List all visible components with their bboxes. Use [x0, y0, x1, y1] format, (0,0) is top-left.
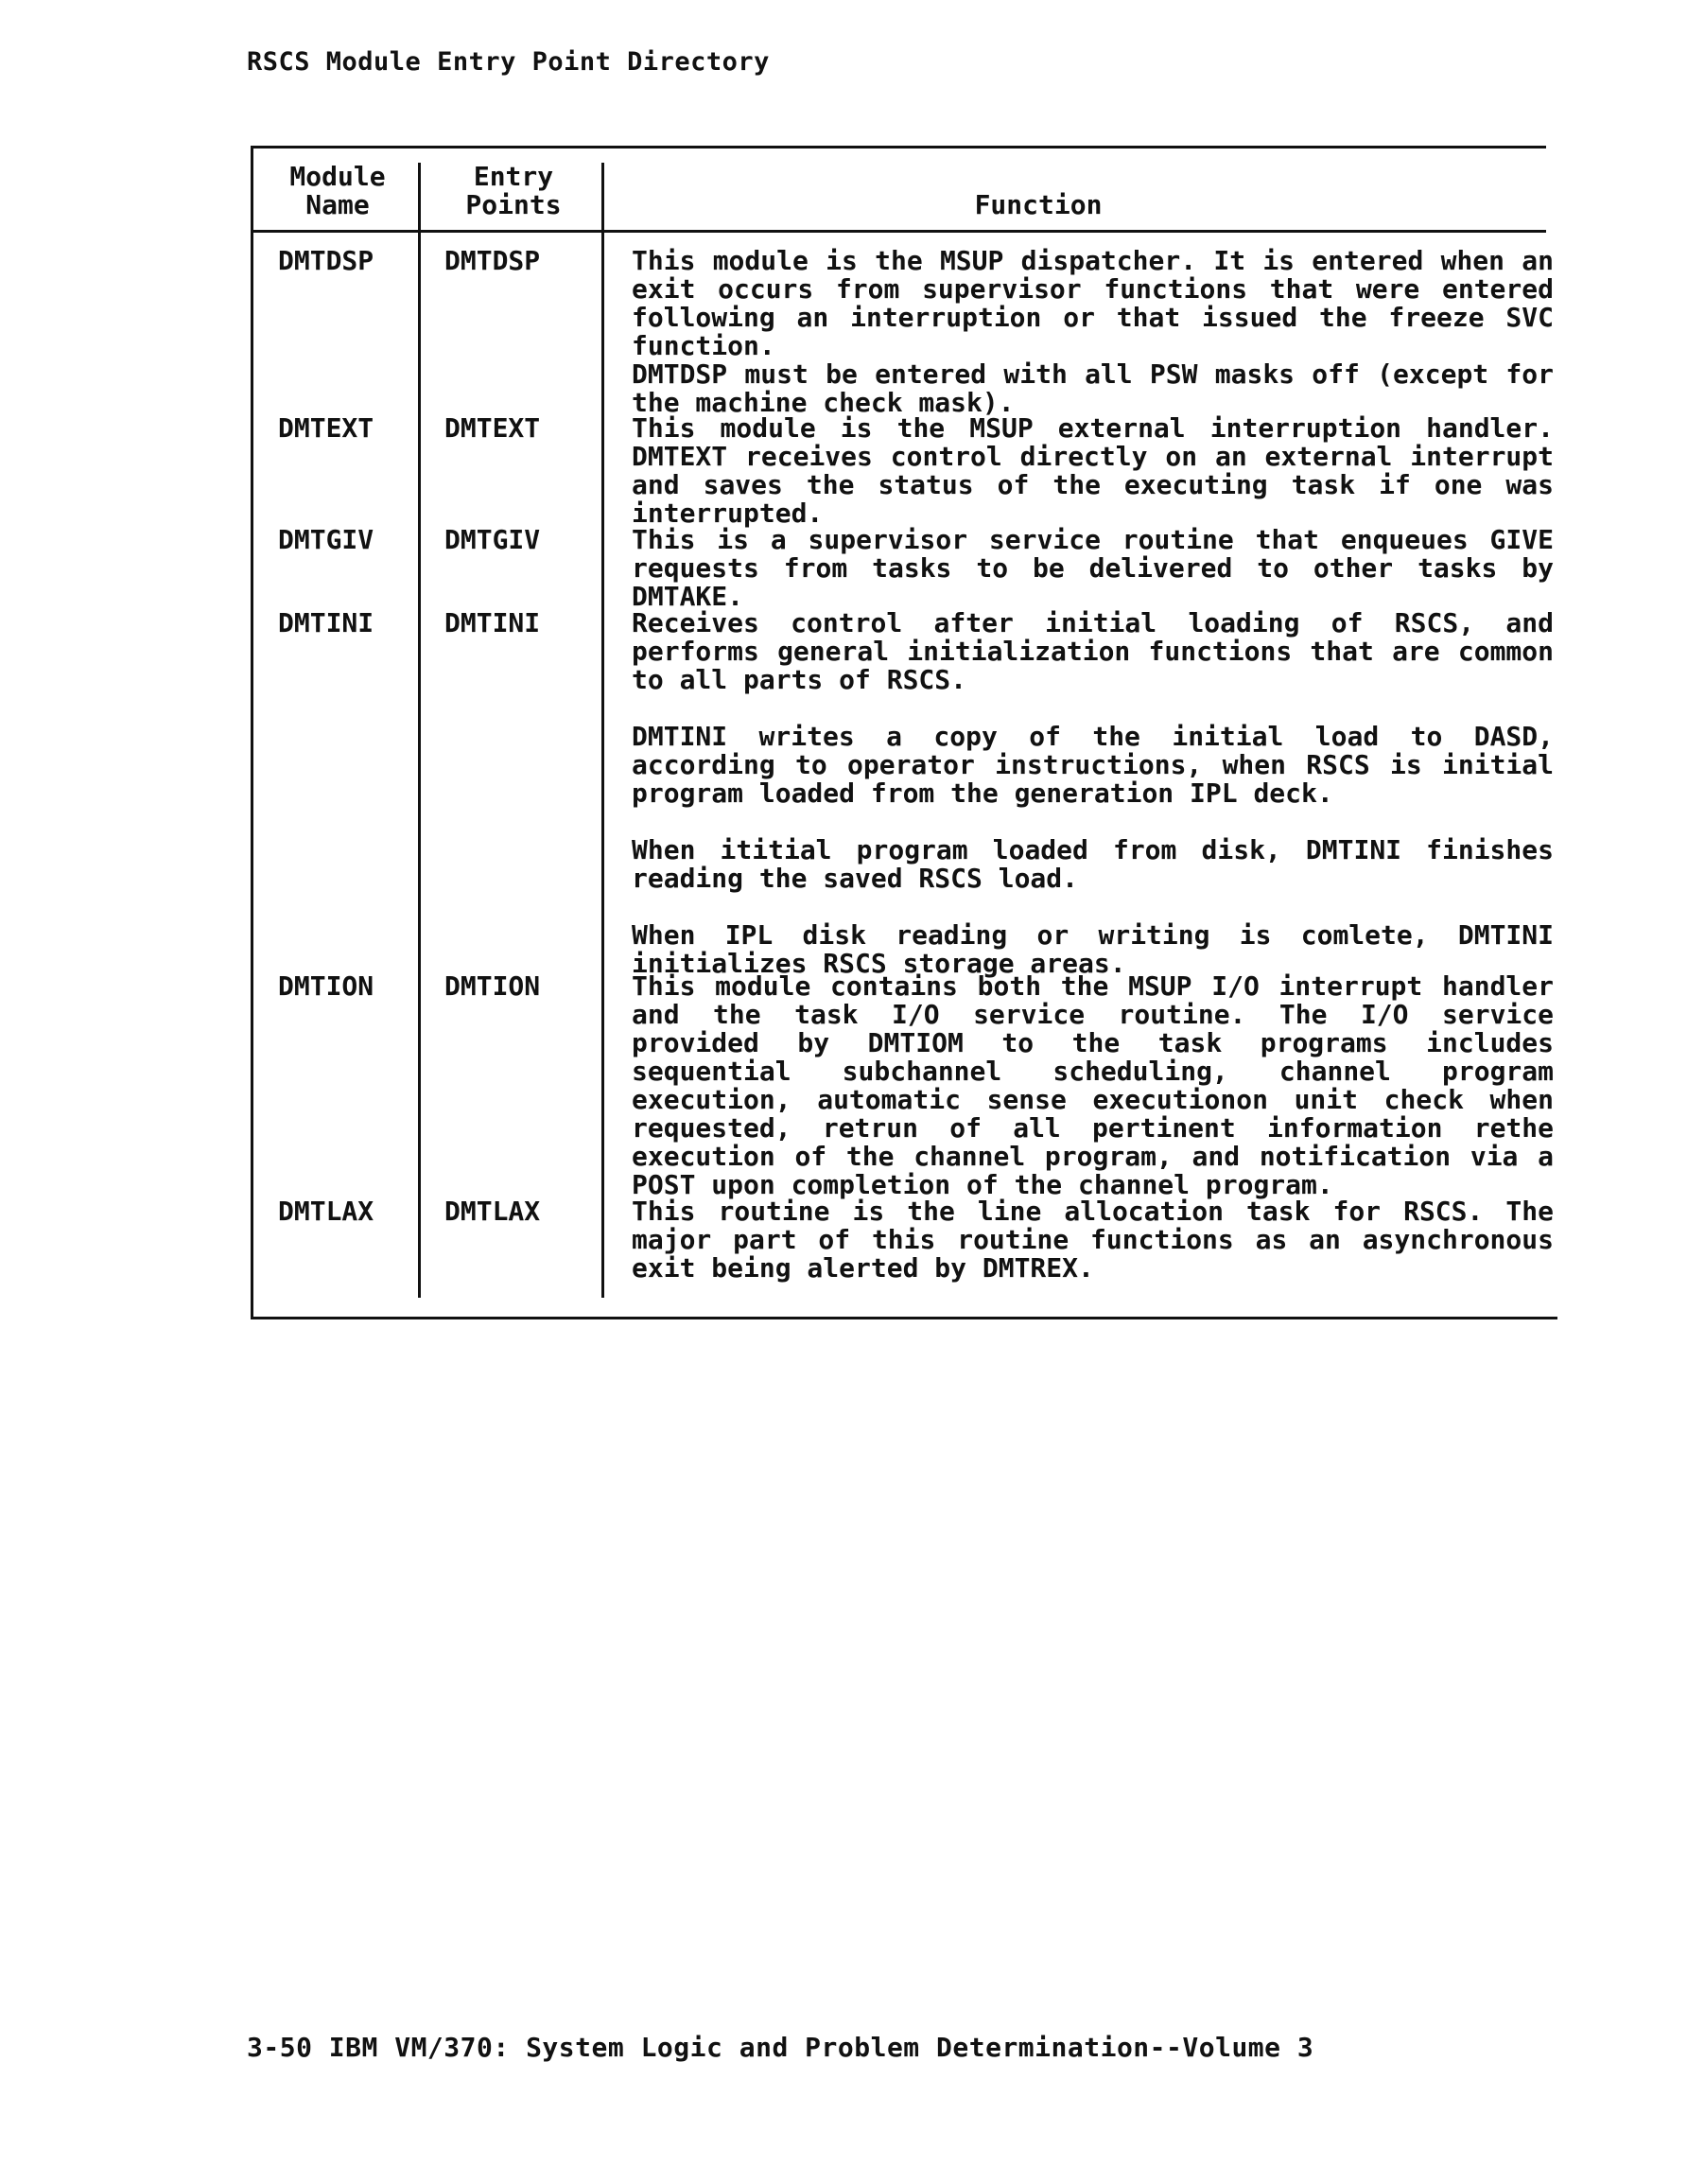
function-paragraph: DMTINI writes a copy of the initial load to DASD, according to operator instructions, when RSCS is initial program loaded from the generation IPL deck. [632, 721, 1554, 809]
header-entry [433, 163, 594, 219]
function-paragraph: This is a supervisor service routine that enqueues GIVE requests from tasks to be delivered to other tasks by DMTAKE. [632, 524, 1554, 612]
function-description [632, 1197, 1554, 1283]
function-paragraph: Receives control after initial loading of RSCS, and performs general initialization functions that are common to all parts of RSCS. [632, 607, 1554, 695]
function-paragraph: This module is the MSUP external interruption handler. DMTEXT receives control directly on an external interrupt and saves the status of the executing task if one was interrupted. [632, 412, 1554, 529]
header-entry-line2: Points [465, 189, 562, 220]
header-entry-line1: Entry [473, 161, 554, 192]
function-paragraph: DMTDSP must be entered with all PSW masks off (except for the machine check mask). [632, 358, 1554, 418]
module-name: DMTGIV [278, 524, 374, 555]
entry-function-divider [601, 163, 604, 1298]
entry-point: DMTEXT [444, 412, 541, 444]
module-name: DMTINI [278, 607, 374, 638]
module-entry-divider [418, 163, 421, 1298]
entry-point: DMTION [444, 970, 541, 1002]
table-header-rule [251, 230, 1546, 233]
page-footer: 3-50 IBM VM/370: System Logic and Problem Determination--Volume 3 [247, 2032, 1314, 2063]
function-paragraph: When IPL disk reading or writing is comlete, DMTINI initializes RSCS storage areas. [632, 919, 1554, 979]
function-paragraph: When ititial program loaded from disk, DMTINI finishes reading the saved RSCS load. [632, 834, 1554, 894]
header-module [267, 163, 409, 219]
module-name: DMTDSP [278, 245, 374, 276]
module-name: DMTEXT [278, 412, 374, 444]
function-description [632, 414, 1554, 528]
header-module-line2: Name [305, 189, 370, 220]
function-description [632, 972, 1554, 1199]
function-description [632, 609, 1554, 978]
entry-point: DMTDSP [444, 245, 541, 276]
module-name: DMTION [278, 970, 374, 1002]
function-description [632, 247, 1554, 417]
header-module-line1: Module [289, 161, 386, 192]
entry-point: DMTINI [444, 607, 541, 638]
module-name: DMTLAX [278, 1196, 374, 1227]
page-header: RSCS Module Entry Point Directory [247, 47, 770, 77]
function-paragraph: This module contains both the MSUP I/O interrupt handler and the task I/O service routine. The I/O service provided by DMTIOM to the task programs includes sequential subchannel scheduling, channel program execution, automatic sense executionon unit check when requested, retrun of all pertinent information rethe execution of the channel program, and notification via a POST upon completion of the channel program. [632, 970, 1554, 1200]
header-function: Function [974, 189, 1103, 220]
left-border [251, 146, 253, 1319]
entry-point: DMTGIV [444, 524, 541, 555]
entry-point: DMTLAX [444, 1196, 541, 1227]
table-bottom-rule [251, 1317, 1557, 1319]
function-paragraph: This routine is the line allocation task for RSCS. The major part of this routine functions as an asynchronous exit being alerted by DMTREX. [632, 1196, 1554, 1284]
function-description [632, 526, 1554, 611]
function-paragraph: This module is the MSUP dispatcher. It is entered when an exit occurs from supervisor functions that were entered following an interruption or that issued the freeze SVC function. [632, 245, 1554, 361]
table-top-rule [251, 146, 1546, 149]
